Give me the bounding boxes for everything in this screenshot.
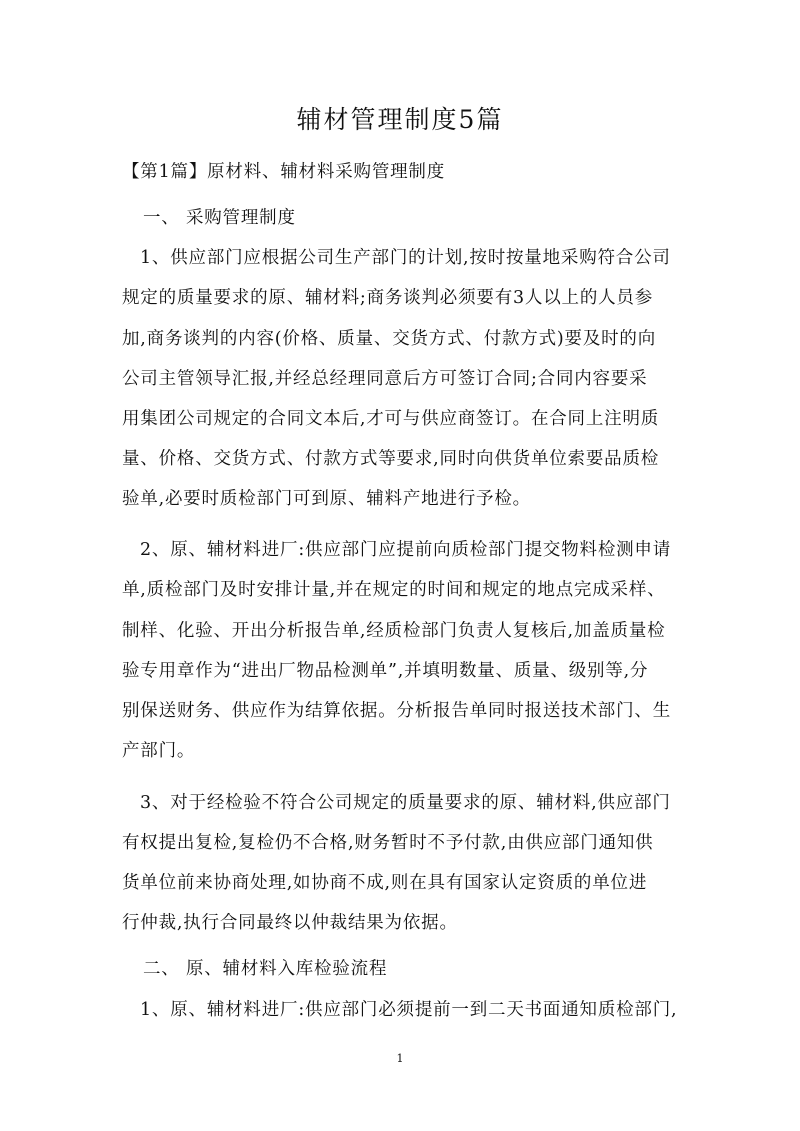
paragraph-line: 别保送财务、供应作为结算依据。分析报告单同时报送技术部门、生 <box>122 701 671 721</box>
section-heading: 【第1篇】原材料、辅材料采购管理制度 <box>122 162 446 182</box>
paragraph-line: 用集团公司规定的合同文本后,才可与供应商签订。在合同上注明质 <box>122 409 660 429</box>
paragraph-line: 制样、化验、开出分析报告单,经质检部门负责人复核后,加盖质量检 <box>122 621 666 641</box>
paragraph-line: 2、原、辅材料进厂:供应部门应提前向质检部门提交物料检测申请 <box>140 540 672 560</box>
paragraph-line: 有权提出复检,复检仍不合格,财务暂时不予付款,由供应部门通知供 <box>122 833 654 853</box>
paragraph-line: 量、价格、交货方式、付款方式等要求,同时向供货单位索要品质检 <box>122 449 660 469</box>
subsection-heading: 二、 原、辅材料入库检验流程 <box>143 959 388 979</box>
paragraph-line: 单,质检部门及时安排计量,并在规定的时间和规定的地点完成采样、 <box>122 580 666 600</box>
paragraph-line: 1、供应部门应根据公司生产部门的计划,按时按量地采购符合公司 <box>140 248 671 268</box>
paragraph-line: 1、原、辅材料进厂:供应部门必须提前一到二天书面通知质检部门, <box>140 1000 678 1020</box>
paragraph-line: 公司主管领导汇报,并经总经理同意后方可签订合同;合同内容要采 <box>122 369 648 389</box>
paragraph-line: 规定的质量要求的原、辅材料;商务谈判必须要有3人以上的人员参 <box>122 288 654 308</box>
document-title: 辅材管理制度5篇 <box>296 105 504 134</box>
subsection-heading: 一、 采购管理制度 <box>143 208 296 228</box>
paragraph-line: 货单位前来协商处理,如协商不成,则在具有国家认定资质的单位进 <box>122 873 648 893</box>
paragraph-line: 验专用章作为“进出厂物品检测单”,并填明数量、质量、级别等,分 <box>122 661 649 681</box>
page-number: 1 <box>396 1052 404 1065</box>
paragraph-line: 加,商务谈判的内容(价格、质量、交货方式、付款方式)要及时的向 <box>122 329 657 349</box>
paragraph-line: 行仲裁,执行合同最终以仲裁结果为依据。 <box>122 913 458 933</box>
paragraph-line: 验单,必要时质检部门可到原、辅料产地进行予检。 <box>122 489 531 509</box>
paragraph-line: 产部门。 <box>122 741 196 761</box>
paragraph-line: 3、对于经检验不符合公司规定的质量要求的原、辅材料,供应部门 <box>140 793 671 813</box>
